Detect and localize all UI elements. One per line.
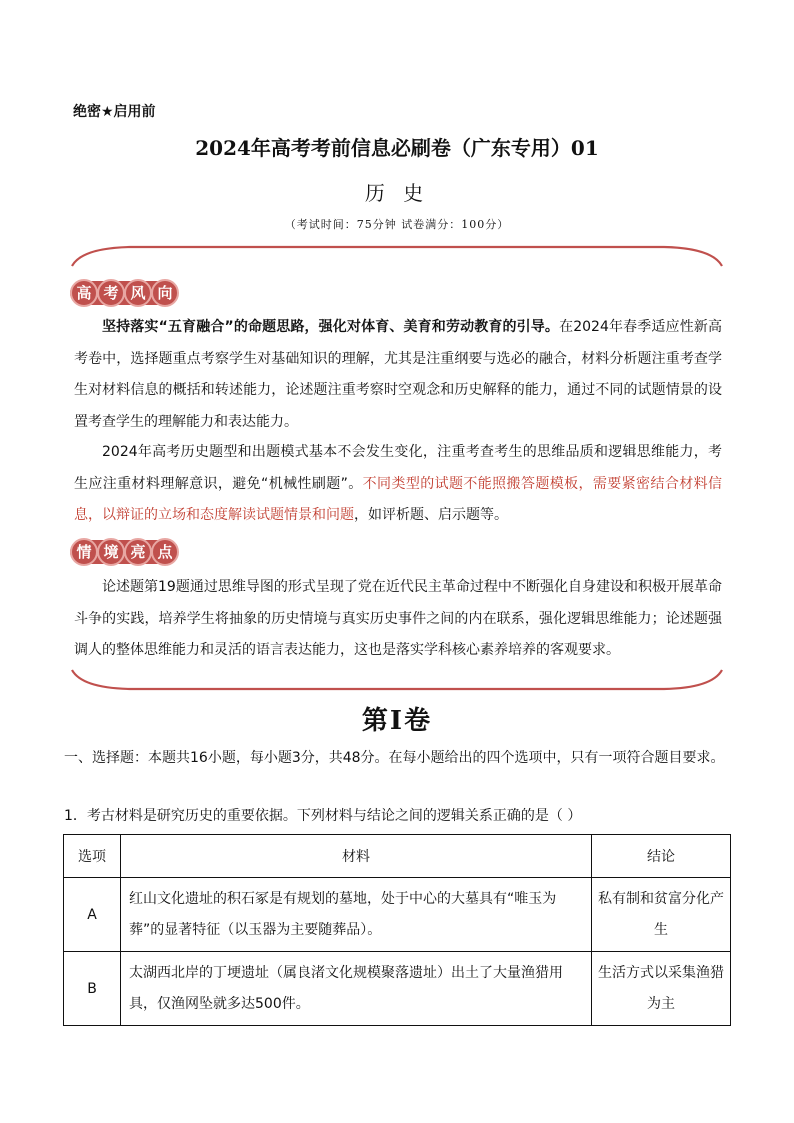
trend-badge-char: 风 <box>124 279 152 307</box>
question-1-table <box>63 834 731 1026</box>
trend-paragraph-2 <box>74 437 722 532</box>
highlight-badge-char: 亮 <box>124 538 152 566</box>
highlight-badge-char: 点 <box>151 538 179 566</box>
table-header-material: 材料 <box>121 835 592 878</box>
conclusion-cell: 私有制和贫富分化产生 <box>592 878 731 952</box>
question-1-stem: 1．考古材料是研究历史的重要依据。下列材料与结论之间的逻辑关系正确的是（ ） <box>64 808 582 824</box>
trend-badge-char: 考 <box>97 279 125 307</box>
exam-title: 2024年高考考前信息必刷卷（广东专用）01 <box>195 136 599 160</box>
trend-text: 2024年高考历史题型和出题模式基本不会发生变化，注重考查考生的思维品质和逻辑思维能力，考生应注重材料理解意识，避免“机械性刷题”。 <box>74 444 722 492</box>
trend-badge-char: 高 <box>70 279 98 307</box>
volume-title: 第Ⅰ卷 <box>361 706 433 736</box>
section-intro: 一、选择题：本题共16小题，每小题3分，共48分。在每小题给出的四个选项中，只有一项符合题目要求。 <box>64 750 725 766</box>
material-cell: 红山文化遗址的积石冢是有规划的墓地，处于中心的大墓具有“唯玉为葬”的显著特征（以玉器为主要随葬品）。 <box>121 878 592 952</box>
confidential-label: 绝密★启用前 <box>73 104 156 120</box>
option-label: B <box>64 952 121 1026</box>
table-header-option: 选项 <box>64 835 121 878</box>
table-header-row <box>64 835 731 878</box>
highlight-paragraph: 论述题第19题通过思维导图的形式呈现了党在近代民主革命过程中不断强化自身建设和积极开展革命斗争的实践，培养学生将抽象的历史情境与真实历史事件之间的内在联系，强化逻辑思维能力；论述题强调人的整体思维能力和灵活的语言表达能力，这也是落实学科核心素养培养的客观要求。 <box>74 579 722 658</box>
trend-text: ，如评析题、启示题等。 <box>354 507 508 523</box>
trend-paragraph-1 <box>74 312 722 438</box>
highlight-badge-char: 境 <box>97 538 125 566</box>
exam-info: （考试时间：75分钟 试卷满分：100分） <box>284 218 510 231</box>
highlight-badge-char: 情 <box>70 538 98 566</box>
bottom-decorative-arc <box>70 668 724 692</box>
top-decorative-arc <box>70 244 724 268</box>
trend-badge <box>70 279 180 306</box>
table-row <box>64 952 731 1026</box>
subject-title: 历 史 <box>364 181 430 205</box>
material-cell: 太湖西北岸的丁埂遗址（属良渚文化规模聚落遗址）出土了大量渔猎用具，仅渔网坠就多达500件。 <box>121 952 592 1026</box>
trend-red-emphasis: 不同类型的试题不能照搬答题模板，需要紧密结合材料信息，以辩证的立场和态度解读试题情景和问题 <box>74 475 722 523</box>
trend-badge-char: 向 <box>151 279 179 307</box>
highlight-badge <box>70 538 180 565</box>
table-row <box>64 878 731 952</box>
option-label: A <box>64 878 121 952</box>
conclusion-cell: 生活方式以采集渔猎为主 <box>592 952 731 1026</box>
table-header-conclusion: 结论 <box>592 835 731 878</box>
trend-text: 在2024年春季适应性新高考卷中，选择题重点考察学生对基础知识的理解，尤其是注重纲要与选必的融合，材料分析题注重考查学生对材料信息的概括和转述能力，论述题注重考察时空观念和历史解释的能力，通过不同的试题情景的设置考查学生的理解能力和表达能力。 <box>74 319 722 430</box>
trend-emphasis: 坚持落实“五育融合”的命题思路，强化对体育、美育和劳动教育的引导。 <box>102 319 560 335</box>
